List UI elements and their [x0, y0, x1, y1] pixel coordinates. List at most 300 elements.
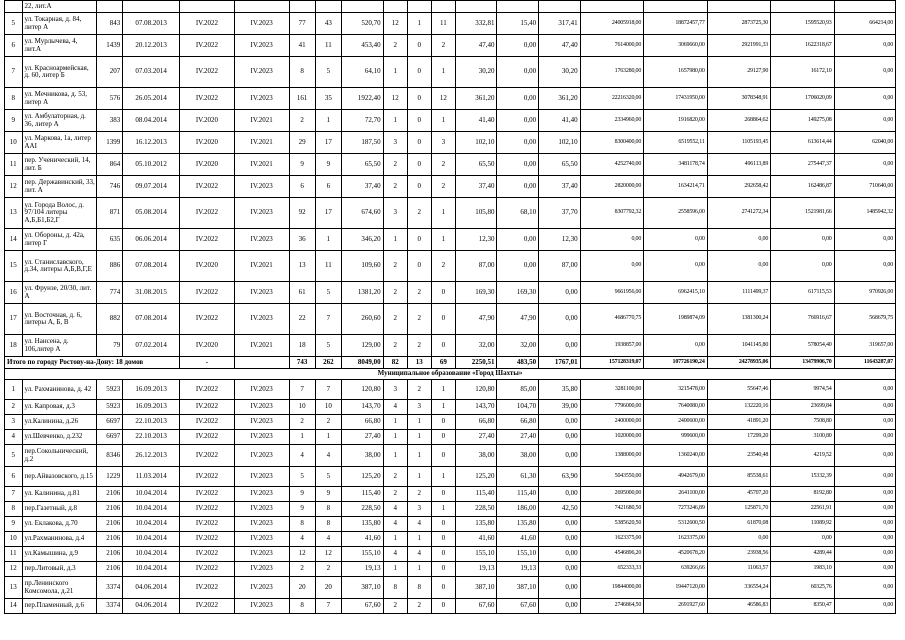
cell-c20: 0,00: [834, 400, 895, 415]
cell-c18: 29127,90: [707, 57, 770, 88]
cell-addr: ул.Рахманинова, д.4: [22, 532, 96, 547]
cell-c15: 0,00: [539, 517, 581, 532]
cell-n: 5: [5, 13, 23, 35]
cell-section-title: Муниципальное образование «Город Шахты»: [5, 369, 896, 380]
cell-c7: 12: [289, 547, 315, 562]
cell-c15: 0,00: [539, 577, 581, 599]
cell-c9: 453,40: [342, 35, 384, 57]
cell-c13: 169,30: [455, 282, 497, 304]
cell-c9: 387,10: [342, 577, 384, 599]
cell-c3: 635: [96, 229, 122, 251]
cell-n: 15: [5, 251, 23, 282]
cell-c7: 2: [289, 562, 315, 577]
cell-c7: 9: [289, 154, 315, 176]
cell-n: 11: [5, 547, 23, 562]
cell-addr: ул. Обороны, д. 42а, литер Г: [22, 229, 96, 251]
cell-c17: [644, 1, 707, 13]
cell-addr: ул. Капровая, д.3: [22, 400, 96, 415]
cell-c18: 23938,56: [707, 547, 770, 562]
cell-c19: 0,00: [771, 229, 834, 251]
cell-c9: 674,60: [342, 198, 384, 229]
table-row: [5, 562, 896, 577]
cell-c15: 35,80: [539, 380, 581, 400]
cell-c4: 07.08.2014: [123, 251, 180, 282]
cell-c12: 0: [431, 562, 455, 577]
table-row: [5, 229, 896, 251]
cell-c5: IV.2020: [180, 251, 235, 282]
cell-addr: ул. Калинина, д.81: [22, 487, 96, 502]
cell-c3: 207: [96, 57, 122, 88]
cell-c6: IV.2023: [234, 304, 289, 335]
cell-c6: IV.2023: [234, 547, 289, 562]
table-row: [5, 88, 896, 110]
cell-c3: 5923: [96, 380, 122, 400]
cell-c4: 20.12.2013: [123, 35, 180, 57]
cell-c10: 1: [383, 562, 407, 577]
cell-c14: [497, 1, 539, 13]
cell-c3: 6697: [96, 430, 122, 445]
cell-c14: 27,40: [497, 430, 539, 445]
cell-c19: 1622318,67: [771, 35, 834, 57]
cell-n: 11: [5, 154, 23, 176]
cell-c13: 143,70: [455, 400, 497, 415]
cell-c6: IV.2023: [234, 198, 289, 229]
cell-c7: 36: [289, 229, 315, 251]
cell-c16: 2334960,00: [580, 110, 643, 132]
cell-c19: 11089,92: [771, 517, 834, 532]
cell-c3: 886: [96, 251, 122, 282]
cell-c19: 8350,47: [771, 599, 834, 614]
cell-c12: 0: [431, 445, 455, 467]
cell-c11: 1: [407, 467, 431, 487]
cell-total-label: Итого по городу Ростову-на-Дону: 18 домов: [5, 357, 180, 369]
cell-c15: 30,20: [539, 57, 581, 88]
cell-c20: 0,00: [834, 599, 895, 614]
cell-c9: [342, 1, 384, 13]
cell-c20: 0,00: [834, 577, 895, 599]
cell-c7: 6: [289, 176, 315, 198]
cell-c3: 6697: [96, 415, 122, 430]
cell-c5: IV.2022: [180, 517, 235, 532]
cell-c8: 4: [315, 445, 341, 467]
cell-c5: IV.2022: [180, 13, 235, 35]
cell-c18: 85538,61: [707, 467, 770, 487]
cell-c12: 69: [431, 357, 455, 369]
cell-c20: 664214,00: [834, 13, 895, 35]
cell-c10: 2: [383, 304, 407, 335]
cell-c19: 9974,54: [771, 380, 834, 400]
cell-c20: 568679,75: [834, 304, 895, 335]
cell-c12: 1: [431, 57, 455, 88]
cell-c11: 2: [407, 282, 431, 304]
cell-c5: IV.2022: [180, 467, 235, 487]
total-row: [5, 357, 896, 369]
cell-c12: 0: [431, 487, 455, 502]
cell-c14: 0,00: [497, 229, 539, 251]
cell-c3: 79: [96, 335, 122, 357]
cell-c18: 132220,16: [707, 400, 770, 415]
cell-c5: IV.2022: [180, 532, 235, 547]
cell-c7: 10: [289, 400, 315, 415]
cell-c5: IV.2022: [180, 35, 235, 57]
cell-n: 18: [5, 335, 23, 357]
cell-c17: 1657980,00: [644, 57, 707, 88]
table-row: [5, 304, 896, 335]
cell-addr: ул. Станиславского, д.34, литеры А,Б,В,Г,Е: [22, 251, 96, 282]
cell-n: 6: [5, 35, 23, 57]
cell-c6: IV.2021: [234, 154, 289, 176]
cell-c10: [383, 1, 407, 13]
cell-c14: 15,40: [497, 13, 539, 35]
cell-c19: 3100,80: [771, 430, 834, 445]
table-row: [5, 335, 896, 357]
cell-c5: IV.2020: [180, 154, 235, 176]
cell-c12: 0: [431, 304, 455, 335]
cell-c20: 0,00: [834, 547, 895, 562]
cell-c9: 38,00: [342, 445, 384, 467]
cell-c12: 2: [431, 176, 455, 198]
cell-c8: 5: [315, 467, 341, 487]
table-row: [5, 154, 896, 176]
cell-c18: [707, 1, 770, 13]
cell-c9: 67,60: [342, 599, 384, 614]
cell-c16: 4546896,20: [580, 547, 643, 562]
cell-n: 8: [5, 88, 23, 110]
cell-c6: IV.2023: [234, 88, 289, 110]
cell-c10: 2: [383, 154, 407, 176]
cell-c3: 383: [96, 110, 122, 132]
cell-addr: пер.Пламенный, д.6: [22, 599, 96, 614]
cell-c4: 26.05.2014: [123, 88, 180, 110]
cell-c11: 2: [407, 599, 431, 614]
cell-c12: 1: [431, 502, 455, 517]
cell-c8: 1: [315, 110, 341, 132]
cell-c6: IV.2023: [234, 562, 289, 577]
cell-c20: 319657,00: [834, 335, 895, 357]
cell-c6: IV.2021: [234, 251, 289, 282]
cell-c8: 2: [315, 562, 341, 577]
cell-c12: 0: [431, 577, 455, 599]
table-row: [5, 1, 896, 13]
cell-c3: 3374: [96, 599, 122, 614]
cell-c8: 9: [315, 154, 341, 176]
cell-c13: 135,80: [455, 517, 497, 532]
cell-c15: 361,20: [539, 88, 581, 110]
cell-c14: 483,50: [497, 357, 539, 369]
cell-c5: IV.2022: [180, 562, 235, 577]
cell-addr: 22, лит.А: [22, 1, 96, 13]
cell-c11: 0: [407, 132, 431, 154]
cell-c9: 37,40: [342, 176, 384, 198]
cell-c11: 2: [407, 380, 431, 400]
cell-c5: IV.2022: [180, 400, 235, 415]
cell-c11: 1: [407, 430, 431, 445]
cell-c7: 8: [289, 599, 315, 614]
cell-c5: IV.2020: [180, 132, 235, 154]
cell-c12: 12: [431, 88, 455, 110]
cell-c14: 67,60: [497, 599, 539, 614]
cell-c6: IV.2023: [234, 502, 289, 517]
cell-c13: 47,90: [455, 304, 497, 335]
cell-c11: 1: [407, 415, 431, 430]
cell-c18: 3078348,91: [707, 88, 770, 110]
cell-c13: 19,13: [455, 562, 497, 577]
table-row: [5, 487, 896, 502]
cell-c4: 07.02.2014: [123, 335, 180, 357]
cell-c17: 3215478,00: [644, 380, 707, 400]
cell-c4: 16.12.2013: [123, 132, 180, 154]
cell-c17: 3481178,74: [644, 154, 707, 176]
cell-c16: 2695000,00: [580, 487, 643, 502]
cell-n: 9: [5, 110, 23, 132]
cell-c9: 27,40: [342, 430, 384, 445]
cell-c20: 0,00: [834, 502, 895, 517]
cell-c10: 3: [383, 132, 407, 154]
cell-c12: 1: [431, 198, 455, 229]
cell-c3: 864: [96, 154, 122, 176]
cell-c16: 7796000,00: [580, 400, 643, 415]
cell-n: 2: [5, 400, 23, 415]
cell-c3: 2106: [96, 532, 122, 547]
table-row: [5, 415, 896, 430]
cell-c17: 4520678,20: [644, 547, 707, 562]
cell-c15: 317,41: [539, 13, 581, 35]
cell-c19: 60325,76: [771, 577, 834, 599]
cell-c5: IV.2022: [180, 282, 235, 304]
cell-c15: 102,10: [539, 132, 581, 154]
table-row: [5, 577, 896, 599]
cell-c8: [315, 1, 341, 13]
cell-c10: 1: [383, 532, 407, 547]
cell-n: 1: [5, 380, 23, 400]
cell-c13: 105,80: [455, 198, 497, 229]
cell-c18: 17299,20: [707, 430, 770, 445]
cell-c20: 0,00: [834, 229, 895, 251]
cell-c15: 37,40: [539, 176, 581, 198]
cell-c17: 2558596,00: [644, 198, 707, 229]
cell-c10: 12: [383, 13, 407, 35]
cell-c8: 12: [315, 547, 341, 562]
cell-c18: 292658,42: [707, 176, 770, 198]
cell-c10: 4: [383, 517, 407, 532]
cell-c5: IV.2022: [180, 176, 235, 198]
cell-c15: 39,00: [539, 400, 581, 415]
cell-c13: 361,20: [455, 88, 497, 110]
cell-c8: 5: [315, 335, 341, 357]
table-row: [5, 251, 896, 282]
cell-c10: 8: [383, 577, 407, 599]
cell-c8: 17: [315, 198, 341, 229]
cell-c13: 102,10: [455, 132, 497, 154]
cell-c19: 149275,08: [771, 110, 834, 132]
cell-c14: 85,00: [497, 380, 539, 400]
cell-addr: ул. Мечникова, д. 53, литер А: [22, 88, 96, 110]
cell-c7: 4: [289, 532, 315, 547]
table-row: [5, 13, 896, 35]
cell-c7: 2: [289, 415, 315, 430]
cell-n: 9: [5, 517, 23, 532]
cell-c3: 5923: [96, 400, 122, 415]
cell-c3: 1439: [96, 35, 122, 57]
table-row: [5, 57, 896, 88]
cell-n: 12: [5, 176, 23, 198]
cell-c4: 09.07.2014: [123, 176, 180, 198]
cell-c8: 10: [315, 400, 341, 415]
cell-c18: 0,00: [707, 251, 770, 282]
cell-c20: 0,00: [834, 251, 895, 282]
cell-c19: 1521981,66: [771, 198, 834, 229]
cell-c11: 3: [407, 502, 431, 517]
cell-c12: 0: [431, 517, 455, 532]
cell-c17: 2400600,00: [644, 415, 707, 430]
cell-c18: 45707,20: [707, 487, 770, 502]
cell-c8: 1: [315, 229, 341, 251]
table-row: [5, 445, 896, 467]
cell-c9: 135,80: [342, 517, 384, 532]
cell-c12: 0: [431, 599, 455, 614]
cell-c20: 0,00: [834, 110, 895, 132]
cell-c7: 4: [289, 445, 315, 467]
cell-c15: 1767,01: [539, 357, 581, 369]
cell-c19: 7508,80: [771, 415, 834, 430]
cell-c5: IV.2020: [180, 110, 235, 132]
cell-c6: IV.2023: [234, 57, 289, 88]
cell-c14: 68,10: [497, 198, 539, 229]
cell-n: [5, 1, 23, 13]
cell-c7: 92: [289, 198, 315, 229]
cell-c14: 32,00: [497, 335, 539, 357]
cell-c12: 0: [431, 282, 455, 304]
cell-c6: IV.2023: [234, 13, 289, 35]
cell-c8: 7: [315, 599, 341, 614]
cell-c14: 0,00: [497, 251, 539, 282]
cell-c15: 0,00: [539, 562, 581, 577]
cell-c8: 43: [315, 13, 341, 35]
cell-c7: [289, 1, 315, 13]
cell-c18: 125871,70: [707, 502, 770, 517]
cell-c15: 0,00: [539, 335, 581, 357]
cell-c6: IV.2023: [234, 445, 289, 467]
cell-c13: 12,30: [455, 229, 497, 251]
cell-c9: 120,80: [342, 380, 384, 400]
cell-c18: 61870,08: [707, 517, 770, 532]
cell-c13: 66,80: [455, 415, 497, 430]
cell-c12: 1: [431, 110, 455, 132]
cell-c15: 12,30: [539, 229, 581, 251]
cell-c17: 3069660,00: [644, 35, 707, 57]
cell-c19: 578054,40: [771, 335, 834, 357]
cell-c6: IV.2023: [234, 532, 289, 547]
cell-c18: 24278935,06: [707, 357, 770, 369]
cell-c5: IV.2022: [180, 57, 235, 88]
cell-c17: 0,00: [644, 229, 707, 251]
cell-c8: 262: [315, 357, 341, 369]
cell-c12: [431, 1, 455, 13]
cell-c13: 115,40: [455, 487, 497, 502]
cell-c13: 155,10: [455, 547, 497, 562]
cell-c14: 0,00: [497, 57, 539, 88]
cell-c3: 2106: [96, 547, 122, 562]
cell-c11: 13: [407, 357, 431, 369]
cell-c14: 47,90: [497, 304, 539, 335]
cell-addr: ул. Города Волос, д. 97/104 литеры А,Б,Б1,Б2,Г: [22, 198, 96, 229]
cell-c6: [234, 1, 289, 13]
cell-c18: 2921991,33: [707, 35, 770, 57]
cell-c11: 0: [407, 110, 431, 132]
cell-n: 14: [5, 229, 23, 251]
cell-c19: 0,00: [771, 251, 834, 282]
cell-addr: пер.Айвазовского, д.15: [22, 467, 96, 487]
cell-c16: [580, 1, 643, 13]
cell-c13: 27,40: [455, 430, 497, 445]
cell-c6: IV.2023: [234, 430, 289, 445]
cell-c4: 07.03.2014: [123, 57, 180, 88]
cell-c16: 1938857,00: [580, 335, 643, 357]
cell-c5: IV.2022: [180, 229, 235, 251]
cell-c6: IV.2021: [234, 132, 289, 154]
cell-c16: 7614000,00: [580, 35, 643, 57]
cell-c8: 35: [315, 88, 341, 110]
cell-c11: 0: [407, 57, 431, 88]
cell-c13: 387,10: [455, 577, 497, 599]
cell-c18: 11063,57: [707, 562, 770, 577]
cell-c14: 41,60: [497, 532, 539, 547]
cell-c3: 3374: [96, 577, 122, 599]
cell-n: 16: [5, 282, 23, 304]
cell-c6: IV.2023: [234, 282, 289, 304]
cell-c12: 0: [431, 532, 455, 547]
cell-c12: 1: [431, 229, 455, 251]
cell-c9: 65,50: [342, 154, 384, 176]
cell-n: 14: [5, 599, 23, 614]
cell-c10: 2: [383, 35, 407, 57]
cell-c17: 1916820,00: [644, 110, 707, 132]
cell-c7: 41: [289, 35, 315, 57]
cell-c3: [96, 1, 122, 13]
cell-c9: 72,70: [342, 110, 384, 132]
cell-c10: 2: [383, 251, 407, 282]
housing-relocation-table: [4, 0, 896, 614]
cell-c4: 10.04.2014: [123, 502, 180, 517]
cell-c18: 41891,20: [707, 415, 770, 430]
cell-c17: 2691927,60: [644, 599, 707, 614]
table-row: [5, 532, 896, 547]
cell-c3: 1399: [96, 132, 122, 154]
cell-c13: 120,80: [455, 380, 497, 400]
cell-c5: IV.2022: [180, 380, 235, 400]
cell-c6: IV.2023: [234, 229, 289, 251]
cell-c12: 0: [431, 335, 455, 357]
cell-c16: 1388000,00: [580, 445, 643, 467]
cell-c10: 2: [383, 467, 407, 487]
cell-c4: 31.08.2015: [123, 282, 180, 304]
cell-c9: 129,00: [342, 335, 384, 357]
cell-c19: 16172,10: [771, 57, 834, 88]
cell-c15: 65,50: [539, 154, 581, 176]
cell-c12: 0: [431, 547, 455, 562]
cell-c12: 2: [431, 251, 455, 282]
cell-c6: [234, 357, 289, 369]
cell-c6: IV.2023: [234, 35, 289, 57]
cell-c14: 155,10: [497, 547, 539, 562]
cell-c16: 2400000,00: [580, 415, 643, 430]
cell-c16: 22216320,00: [580, 88, 643, 110]
cell-c14: 0,00: [497, 110, 539, 132]
cell-c7: 743: [289, 357, 315, 369]
cell-c14: 387,10: [497, 577, 539, 599]
cell-c7: 18: [289, 335, 315, 357]
cell-c15: 0,00: [539, 487, 581, 502]
